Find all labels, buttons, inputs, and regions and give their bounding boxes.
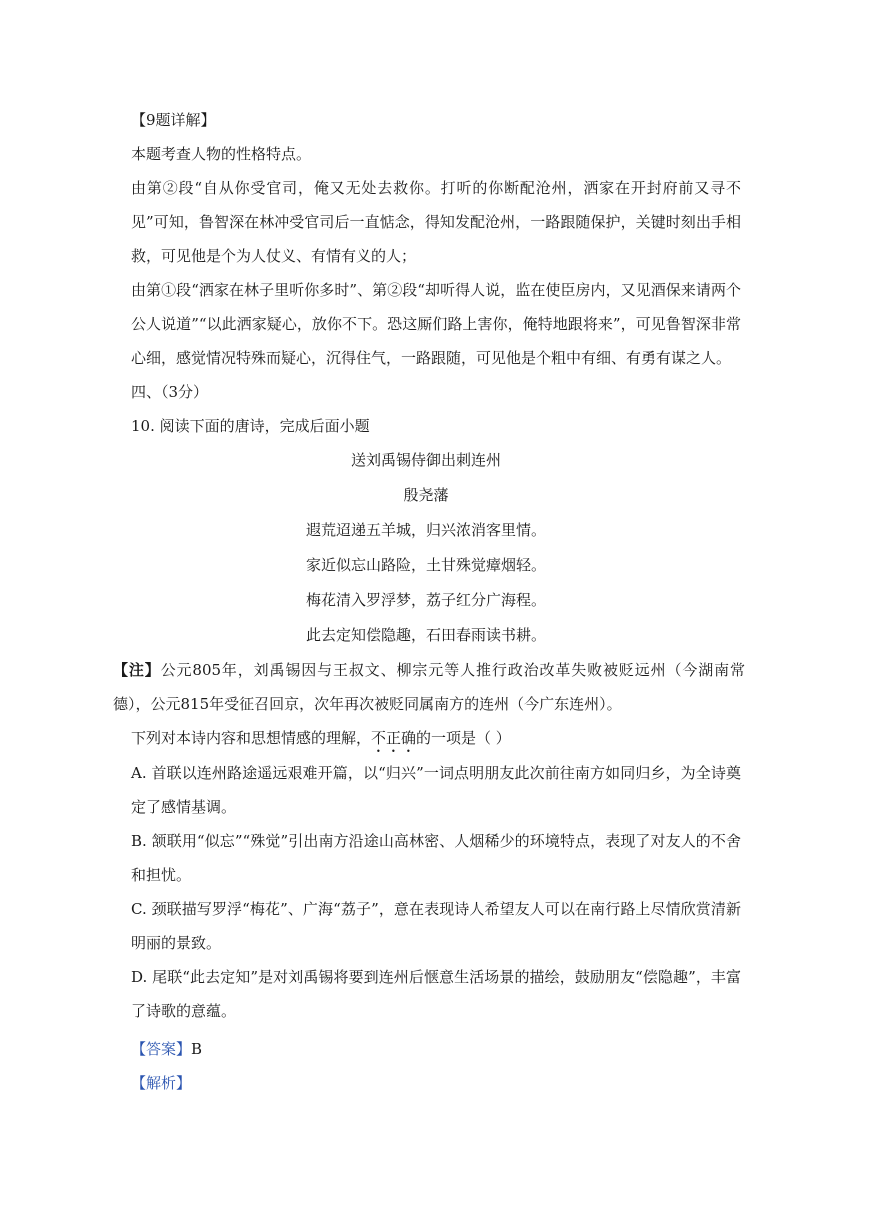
poem-line: 此去定知偿隐趣，石田春雨读书耕。 xyxy=(305,626,546,644)
option-b: B. 颔联用“似忘”“殊觉”引出南方沿途山高林密、人烟稀少的环境特点，表现了对友人的不舍和担忧。 xyxy=(131,832,741,884)
q9-heading: 【9题详解】 xyxy=(131,111,216,129)
q9-paragraph-1: 由第②段“自从你受官司，俺又无处去救你。打听的你断配沧州，洒家在开封府前又寻不见”可知，鲁智深在林冲受官司后一直惦念，得知发配沧州，一路跟随保护，关键时刻出手相救，可见他是个为人仗义、有情有义的人； xyxy=(131,179,741,265)
option-a: A. 首联以连州路途遥远艰难开篇，以“归兴”一词点明朋友此次前往南方如同归乡，为全诗奠定了感情基调。 xyxy=(131,764,741,816)
q9-intro: 本题考查人物的性格特点。 xyxy=(131,145,312,163)
poem-note xyxy=(113,653,745,721)
option-d: D. 尾联“此去定知”是对刘禹锡将要到连州后惬意生活场景的描绘，鼓励朋友“偿隐趣”，丰富了诗歌的意蕴。 xyxy=(131,968,741,1020)
question-text-before: 下列对本诗内容和思想情感的理解， xyxy=(131,729,372,747)
section-4-heading: 四、（3分） xyxy=(131,383,209,401)
question-emphasis: 不正确 xyxy=(371,729,417,747)
document-page xyxy=(113,103,745,1100)
question-text-after: 的一项是（ ） xyxy=(416,729,511,747)
poem-title: 送刘禹锡侍御出刺连州 xyxy=(350,451,501,469)
poem-author: 殷尧藩 xyxy=(403,486,449,504)
q10-prompt: 10. 阅读下面的唐诗，完成后面小题 xyxy=(131,417,370,435)
note-text: 公元805年，刘禹锡因与王叔文、柳宗元等人推行政治改革失败被贬远州（今湖南常德），公元815年受征召回京，次年再次被贬同属南方的连州（今广东连州）。 xyxy=(113,661,745,713)
poem xyxy=(111,443,741,653)
option-c: C. 颈联描写罗浮“梅花”、广海“荔子”，意在表现诗人希望友人可以在南行路上尽情欣赏清新明丽的景致。 xyxy=(131,900,741,952)
poem-line: 梅花清入罗浮梦，荔子红分广海程。 xyxy=(305,591,546,609)
poem-line: 遐荒迢递五羊城，归兴浓消客里情。 xyxy=(305,521,546,539)
q10-question xyxy=(131,721,741,756)
q9-paragraph-2: 由第①段“洒家在林子里听你多时”、第②段“却听得人说，监在使臣房内，又见酒保来请两个公人说道”“以此洒家疑心，放你不下。恐这厮们路上害你，俺特地跟将来”，可见鲁智深非常心细，感觉情况特殊而疑心，沉得住气，一路跟随，可见他是个粗中有细、有勇有谋之人。 xyxy=(131,281,741,367)
poem-line: 家近似忘山路险，土甘殊觉瘴烟轻。 xyxy=(305,556,546,574)
note-label: 【注】 xyxy=(113,661,161,679)
answer xyxy=(131,1032,741,1066)
analysis-label: 【解析】 xyxy=(131,1074,192,1092)
answer-value: B xyxy=(191,1040,203,1058)
answer-label: 【答案】 xyxy=(131,1040,192,1058)
